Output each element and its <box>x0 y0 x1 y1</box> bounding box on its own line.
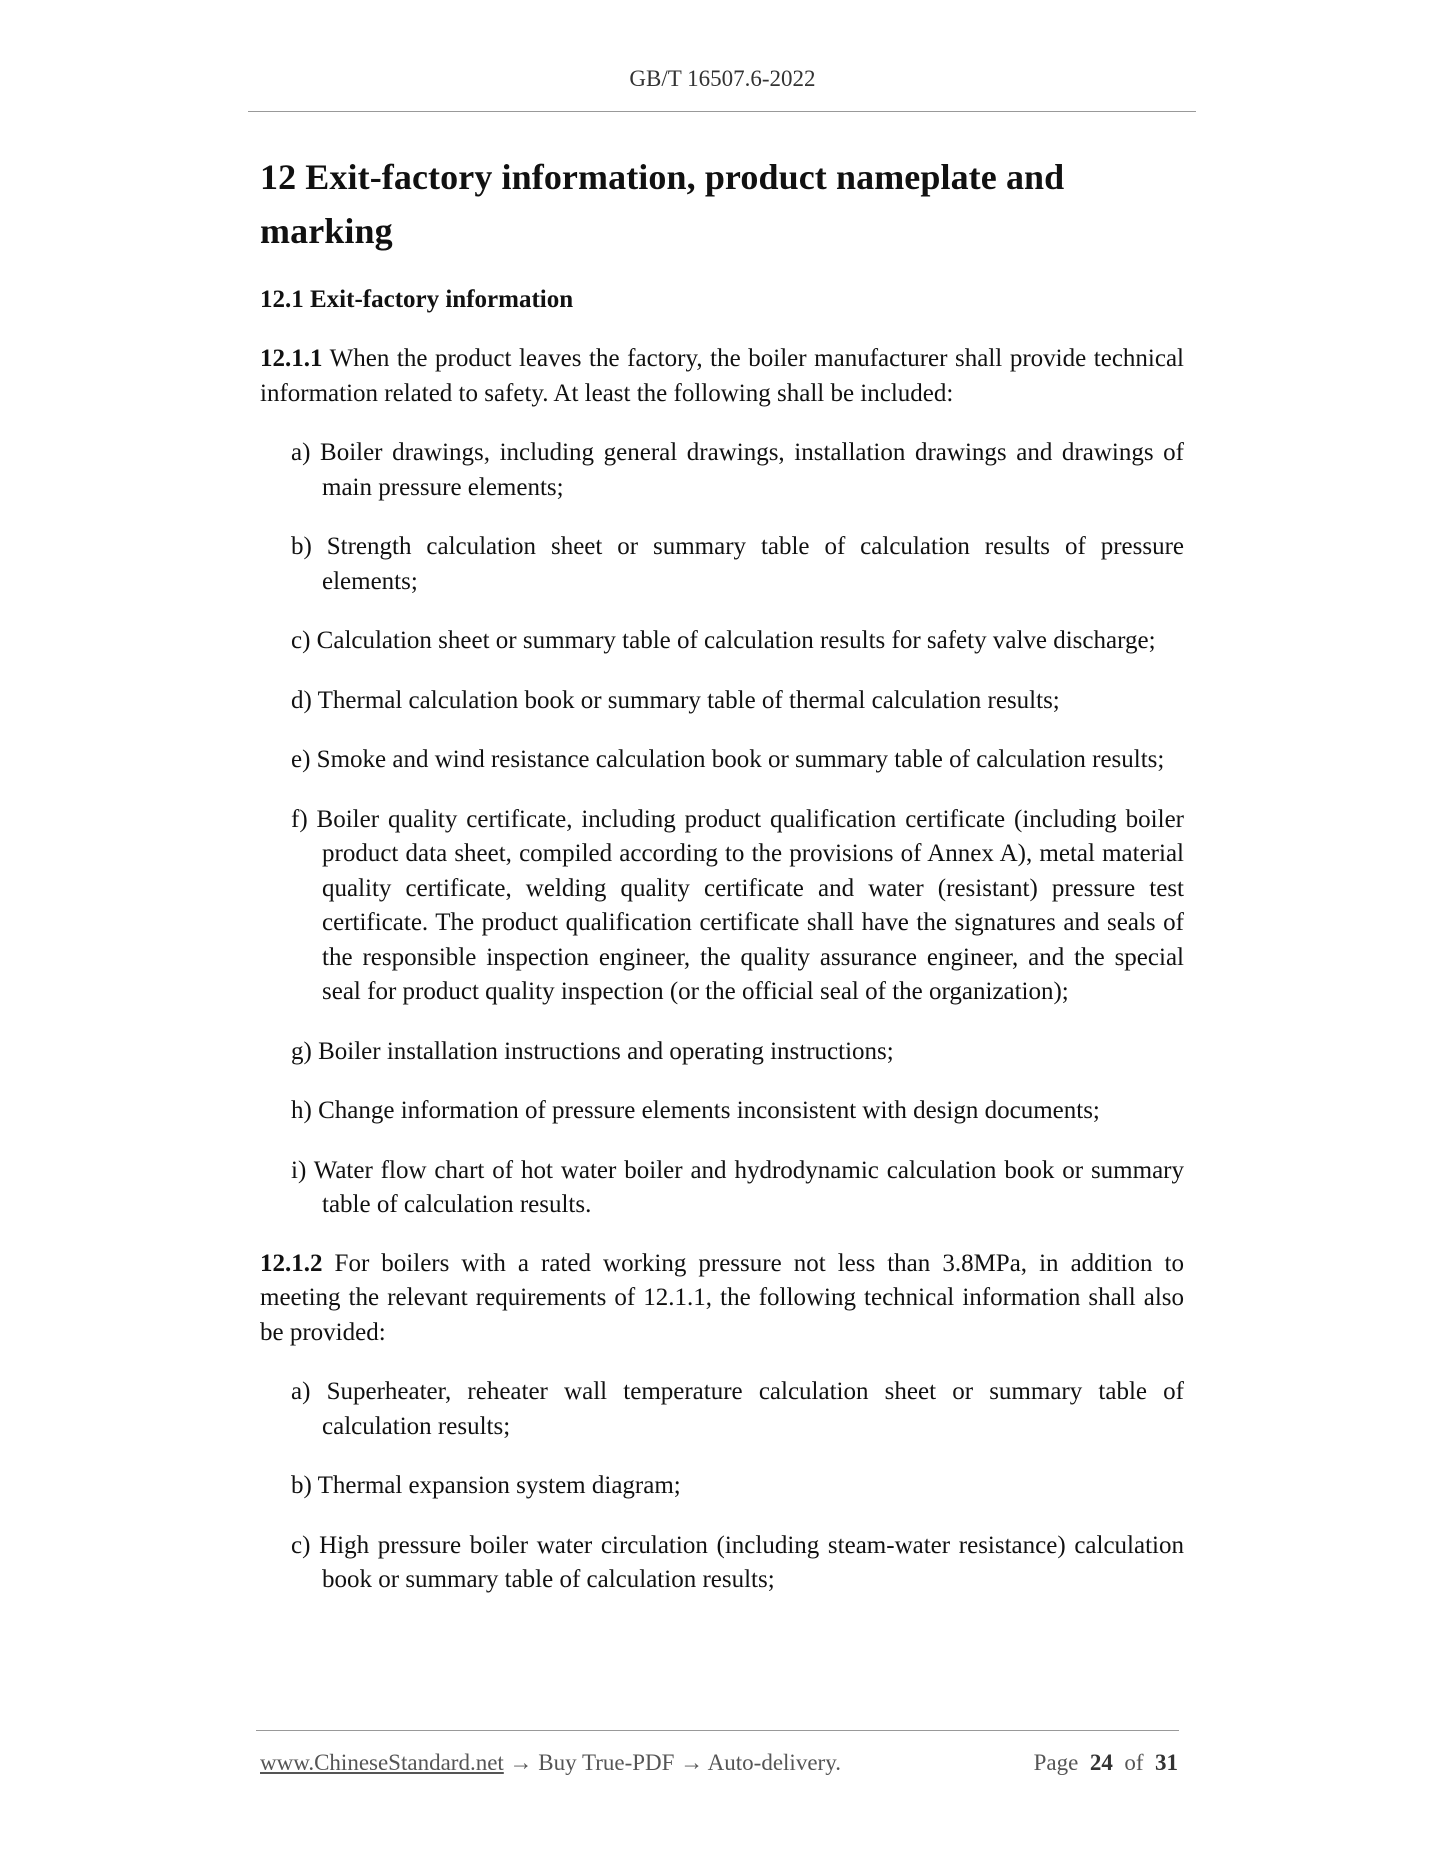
site-link[interactable]: www.ChineseStandard.net <box>260 1750 504 1775</box>
footer-promo <box>260 1750 841 1776</box>
delivery-text: Auto-delivery. <box>707 1750 841 1775</box>
list-item: b) Thermal expansion system diagram; <box>291 1472 681 1499</box>
page-label: Page <box>1033 1750 1079 1775</box>
arrow-icon: → <box>503 1750 539 1775</box>
clause-text: For boilers with a rated working pressure not less than 3.8MPa, in addition to meeting the relevant requirements of 12.1.1, the following technical information shall also be provided: <box>260 1249 1184 1346</box>
clause-12-1-1-list <box>260 436 1184 1223</box>
subsection-title: 12.1 Exit-factory information <box>260 286 574 313</box>
list-item: e) Smoke and wind resistance calculation book or summary table of calculation results; <box>291 746 1165 773</box>
buy-text: Buy True-PDF <box>538 1750 675 1775</box>
list-item: c) Calculation sheet or summary table of calculation results for safety valve discharge; <box>291 627 1156 654</box>
header-standard-code: GB/T 16507.6-2022 <box>629 66 816 91</box>
list-item: a) Superheater, reheater wall temperature calculation sheet or summary table of calculation results; <box>291 1378 1184 1440</box>
list-item: a) Boiler drawings, including general drawings, installation drawings and drawings of main pressure elements; <box>291 439 1184 501</box>
page-number: 24 <box>1089 1750 1113 1775</box>
header-divider <box>248 111 1196 112</box>
document-body <box>260 150 1184 1598</box>
arrow-icon: → <box>674 1750 708 1775</box>
clause-number: 12.1.1 <box>260 345 323 372</box>
clause-12-1-2 <box>260 1247 1184 1351</box>
list-item: h) Change information of pressure elements inconsistent with design documents; <box>291 1097 1100 1124</box>
list-item: d) Thermal calculation book or summary table of thermal calculation results; <box>291 686 1060 714</box>
list-item: i) Water flow chart of hot water boiler and hydrodynamic calculation book or summary table of calculation results. <box>291 1156 1184 1218</box>
section-title: 12 Exit-factory information, product nameplate and marking <box>260 157 1065 251</box>
clause-12-1-1 <box>260 342 1184 411</box>
list-item: g) Boiler installation instructions and operating instructions; <box>291 1037 894 1065</box>
list-item: b) Strength calculation sheet or summary table of calculation results of pressure elements; <box>291 533 1184 595</box>
footer-divider <box>256 1730 1179 1731</box>
clause-number: 12.1.2 <box>260 1249 323 1277</box>
total-pages: 31 <box>1155 1750 1178 1775</box>
list-item: c) High pressure boiler water circulation (including steam-water resistance) calculation book or summary table of calculation results; <box>291 1531 1184 1593</box>
clause-text: When the product leaves the factory, the boiler manufacturer shall provide technical information related to safety. At least the following shall be included: <box>260 345 1184 407</box>
page-indicator <box>1034 1750 1178 1776</box>
of-label: of <box>1124 1750 1144 1775</box>
clause-12-1-2-list <box>260 1375 1184 1598</box>
list-item: f) Boiler quality certificate, including product qualification certificate (including boiler product data sheet, compiled according to the provisions of Annex A), metal material quality certificate, welding quality certificate and water (resistant) pressure test certificate. The product qualification certificate shall have the signatures and seals of the responsible inspection engineer, the quality assurance engineer, and the special seal for product quality inspection (or the official seal of the organization); <box>291 805 1184 1005</box>
